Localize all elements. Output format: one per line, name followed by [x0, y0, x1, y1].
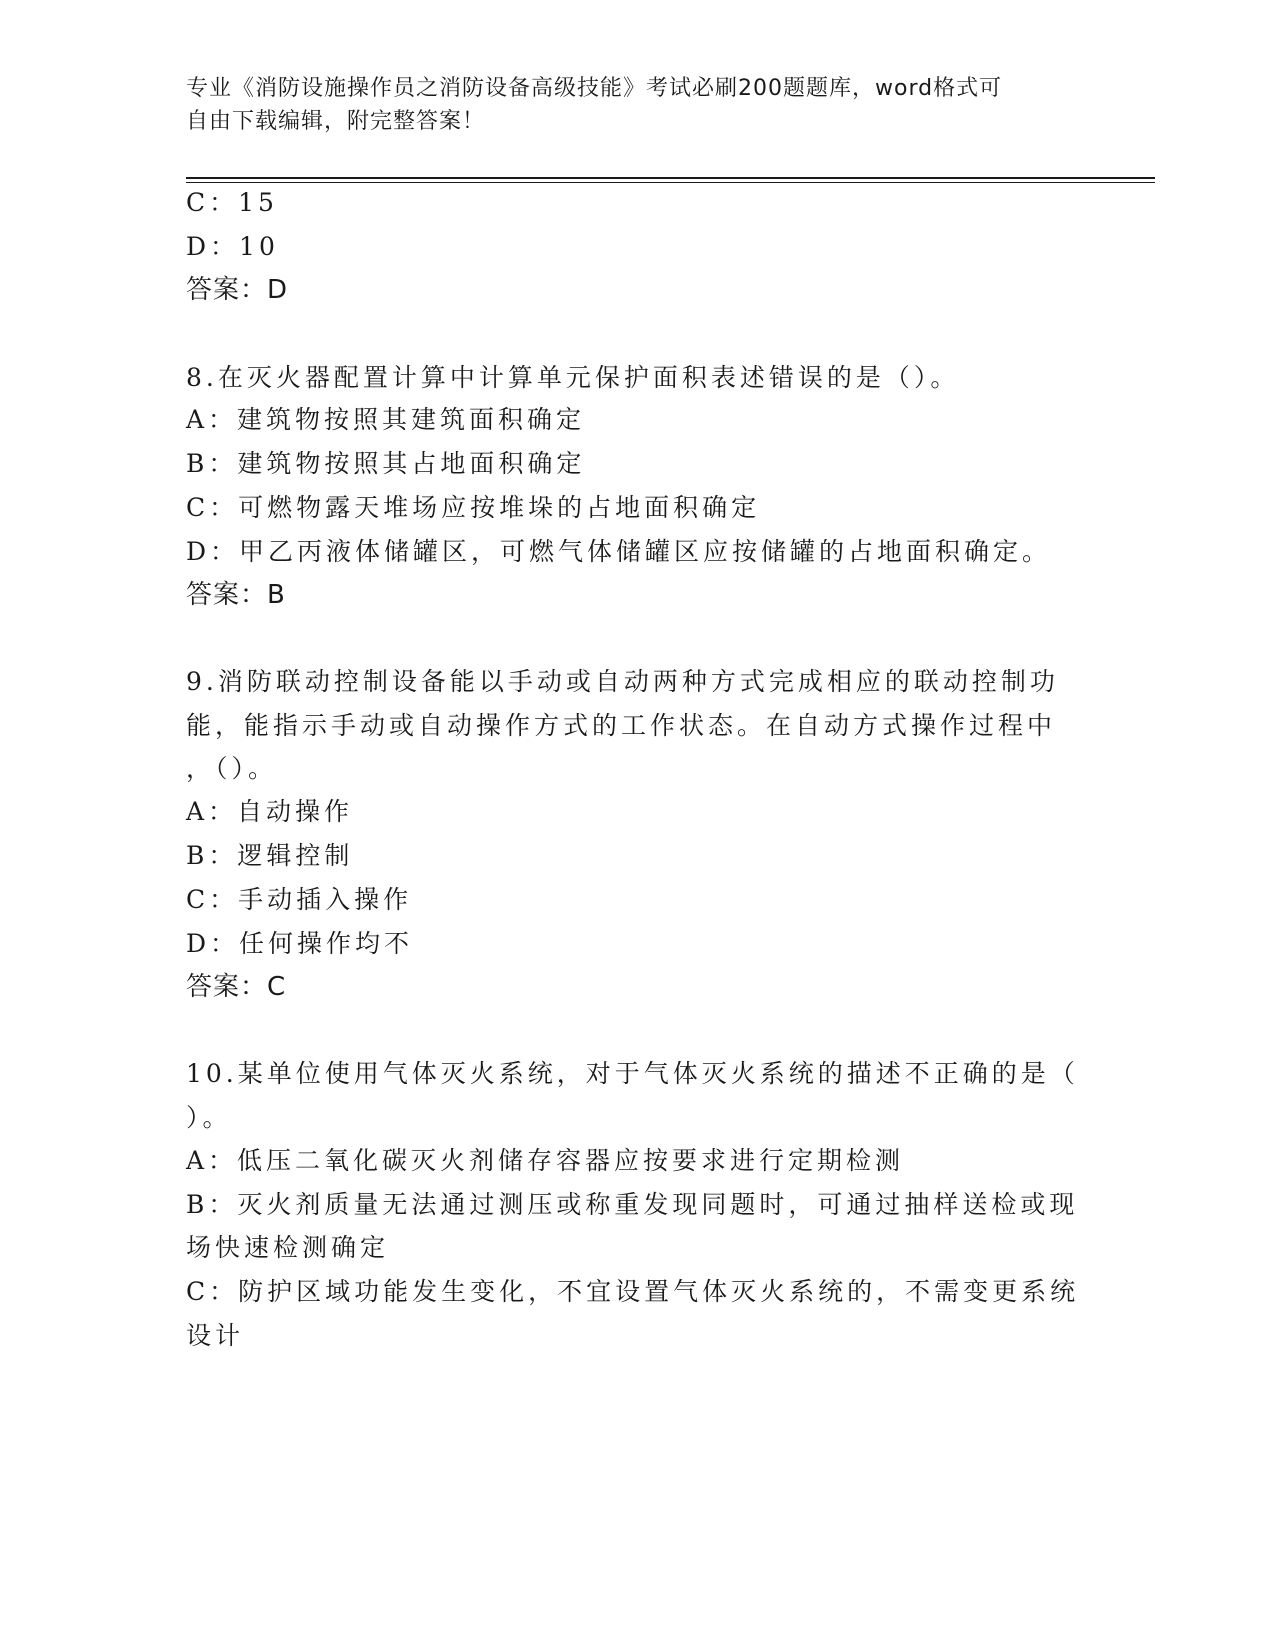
- question-stem: 8.在灭火器配置计算中计算单元保护面积表述错误的是（）。: [186, 363, 960, 392]
- question-stem-line-1: 10.某单位使用气体灭火系统，对于气体灭火系统的描述不正确的是（: [186, 1059, 1079, 1088]
- option-d: D：任何操作均不: [186, 929, 414, 958]
- question-stem-line-2: 能，能指示手动或自动操作方式的工作状态。在自动方式操作过程中: [186, 711, 1057, 740]
- answer: 答案：D: [186, 275, 289, 305]
- question-stem-line-3: ，（）。: [186, 754, 278, 783]
- header-divider-thick: [186, 177, 1155, 179]
- option-b-line-2: 场快速检测确定: [186, 1233, 390, 1262]
- option-b-line-1: B：灭火剂质量无法通过测压或称重发现同题时，可通过抽样送检或现: [186, 1190, 1079, 1219]
- header-line-1: 专业《消防设施操作员之消防设备高级技能》考试必刷200题题库，word格式可: [186, 76, 1003, 101]
- option-d: D：甲乙丙液体储罐区，可燃气体储罐区应按储罐的占地面积确定。: [186, 537, 1052, 566]
- option-c-line-1: C：防护区域功能发生变化，不宜设置气体灭火系统的，不需变更系统: [186, 1277, 1080, 1306]
- option-c-line-2: 设计: [186, 1321, 245, 1350]
- answer: 答案：C: [186, 972, 287, 1002]
- option-c: C：可燃物露天堆场应按堆垛的占地面积确定: [186, 493, 761, 522]
- option-c: C：手动插入操作: [186, 885, 413, 914]
- question-stem-line-1: 9.消防联动控制设备能以手动或自动两种方式完成相应的联动控制功: [186, 667, 1059, 696]
- option-d: D：10: [186, 232, 279, 261]
- header-line-2: 自由下载编辑，附完整答案！: [186, 109, 486, 134]
- answer: 答案：B: [186, 580, 286, 610]
- option-b: B：逻辑控制: [186, 841, 354, 870]
- option-b: B：建筑物按照其占地面积确定: [186, 449, 586, 478]
- option-a: A：低压二氧化碳灭火剂储存容器应按要求进行定期检测: [186, 1146, 905, 1175]
- question-stem-line-2: ）。: [186, 1103, 232, 1132]
- option-c: C：15: [186, 188, 278, 217]
- header-divider-thin: [186, 182, 1155, 183]
- option-a: A：建筑物按照其建筑面积确定: [186, 405, 586, 434]
- header-text: [186, 72, 1066, 138]
- option-a: A：自动操作: [186, 797, 354, 826]
